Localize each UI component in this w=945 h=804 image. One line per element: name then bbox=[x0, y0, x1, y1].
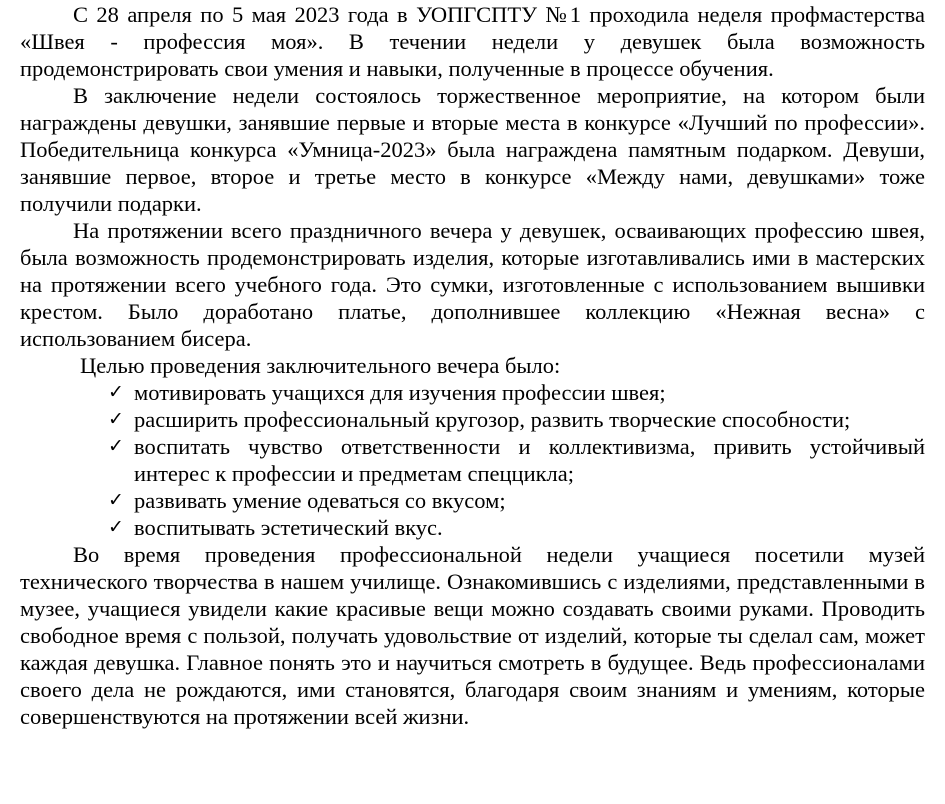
list-item bbox=[108, 433, 925, 487]
checkmark-icon: ✓ bbox=[108, 489, 124, 511]
checkmark-icon: ✓ bbox=[108, 516, 124, 538]
list-item-text: воспитать чувство ответственности и коллективизма, привить устойчивый интерес к профессии и предметам спеццикла; bbox=[134, 434, 925, 486]
checkmark-icon: ✓ bbox=[108, 408, 124, 430]
list-item bbox=[108, 379, 925, 406]
paragraph-week-announcement: С 28 апреля по 5 мая 2023 года в УОПГСПТУ №1 проходила неделя профмастерства «Швея - профессия моя». В течении недели у девушек была возможность продемонстрировать свои умения и навыки, полученные в процессе обучения. bbox=[20, 2, 925, 81]
list-item-text: воспитывать эстетический вкус. bbox=[134, 515, 443, 540]
list-item-text: расширить профессиональный кругозор, развить творческие способности; bbox=[134, 407, 851, 432]
list-item bbox=[108, 514, 925, 541]
list-item bbox=[108, 406, 925, 433]
paragraph-closing-ceremony: В заключение недели состоялось торжественное мероприятие, на котором были награждены девушки, занявшие первые и вторые места в конкурсе «Лучший по профессии». Победительница конкурса «Умница-2023» была награждена памятным подарком. Девуши, занявшие первое, второе и третье место в конкурсе «Между нами, девушками» тоже получили подарки. bbox=[20, 83, 925, 216]
paragraph-museum-visit: Во время проведения профессиональной недели учащиеся посетили музей технического творчества в нашем училище. Ознакомившись с изделиями, представленными в музее, учащиеся увидели какие красивые вещи можно создавать своими руками. Проводить свободное время с пользой, получать удовольствие от изделий, которые ты сделал сам, может каждая девушка. Главное понять это и научиться смотреть в будущее. Ведь профессионалами своего дела не рождаются, ими становятся, благодаря своим знаниям и умениям, которые совершенствуются на протяжении всей жизни. bbox=[20, 542, 925, 729]
goals-list bbox=[20, 379, 925, 541]
checkmark-icon: ✓ bbox=[108, 381, 124, 403]
list-item-text: развивать умение одеваться со вкусом; bbox=[134, 488, 506, 513]
paragraph-products-showcase: На протяжении всего праздничного вечера у девушек, осваивающих профессию швея, была возможность продемонстрировать изделия, которые изготавливались ими в мастерских на протяжении всего учебного года. Это сумки, изготовленные с использованием вышивки крестом. Было доработано платье, дополнившее коллекцию «Нежная весна» с использованием бисера. bbox=[20, 218, 925, 351]
checkmark-icon: ✓ bbox=[108, 435, 124, 457]
goals-intro: Целью проведения заключительного вечера было: bbox=[80, 353, 561, 378]
list-item-text: мотивировать учащихся для изучения профессии швея; bbox=[134, 380, 666, 405]
list-item bbox=[108, 487, 925, 514]
document-page bbox=[0, 1, 945, 804]
